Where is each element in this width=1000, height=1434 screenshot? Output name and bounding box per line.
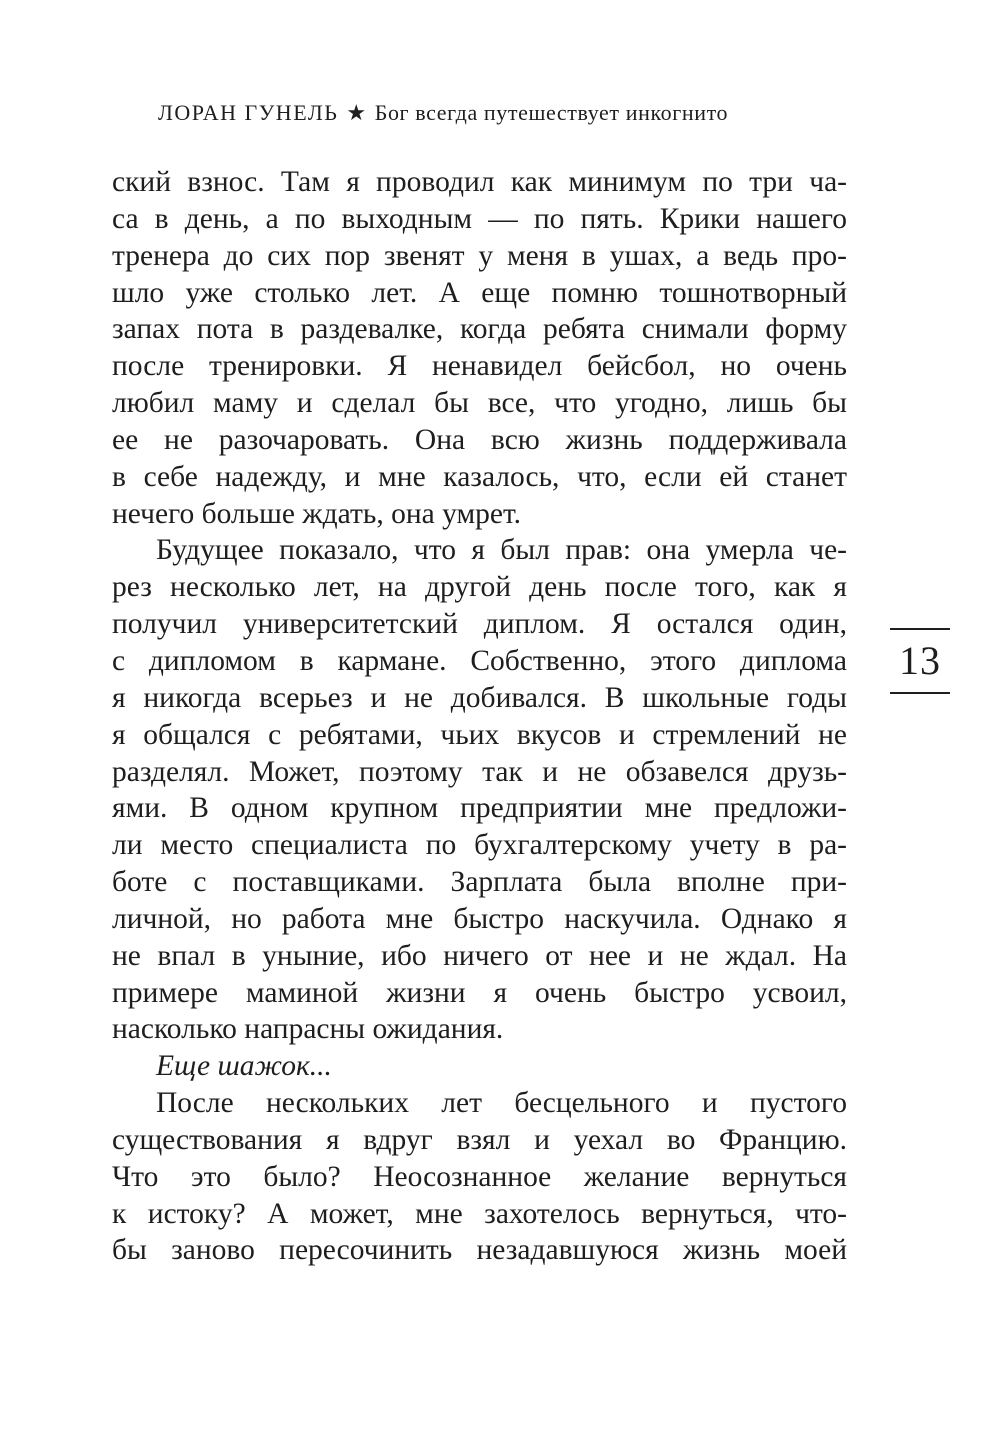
text-line: ями. В одном крупном предприятии мне предложи- <box>112 792 847 825</box>
text-line: ский взнос. Там я проводил как минимум по три ча- <box>112 166 847 198</box>
text-line: Что это было? Неосознанное желание вернуться <box>112 1160 847 1193</box>
page-number-marker <box>890 628 950 694</box>
text-line: разделял. Может, поэтому так и не обзавелся друзь- <box>112 755 847 788</box>
text-line: с дипломом в кармане. Собственно, этого диплома <box>112 644 847 677</box>
page-number: 13 <box>899 638 941 683</box>
text-line: тренера до сих пор звенят у меня в ушах, а ведь про- <box>112 239 847 272</box>
body-text <box>112 164 847 1269</box>
text-line: не впал в уныние, ибо ничего от нее и не ждал. На <box>112 939 847 972</box>
text-line: са в день, а по выходным — по пять. Крики нашего <box>112 202 847 235</box>
text-line: нечего больше ждать, она умрет. <box>112 497 522 530</box>
text-line: я никогда всерьез и не добивался. В школьные годы <box>112 681 847 714</box>
text-line: любил маму и сделал бы все, что угодно, лишь бы <box>112 387 847 420</box>
text-line: существования я вдруг взял и уехал во Францию. <box>112 1123 847 1156</box>
text-line: после тренировки. Я ненавидел бейсбол, но очень <box>112 350 847 383</box>
text-line: После нескольких лет бесцельного и пустого <box>156 1087 847 1120</box>
text-line: шло уже столько лет. А еще помню тошнотворный <box>112 276 847 309</box>
running-header <box>158 100 838 126</box>
text-line: ее не разочаровать. Она всю жизнь поддерживала <box>112 423 847 456</box>
star-separator-icon: ★ <box>346 100 367 125</box>
text-line: я общался с ребятами, чьих вкусов и стремлений не <box>112 718 847 751</box>
text-line: к истоку? А может, мне захотелось вернуться, что- <box>112 1197 847 1230</box>
text-line: рез несколько лет, на другой день после того, как я <box>112 571 847 604</box>
text-line: боте с поставщиками. Зарплата была вполне при- <box>112 866 847 899</box>
italic-aside: Еще шажок... <box>156 1050 332 1083</box>
text-line: насколько напрасны ожидания. <box>112 1013 504 1046</box>
book-title: Бог всегда путешествует инкогнито <box>374 100 729 125</box>
page-number-bottom-rule <box>890 692 950 694</box>
book-author: ЛОРАН ГУНЕЛЬ <box>158 100 339 125</box>
text-line: личной, но работа мне быстро наскучила. Однако я <box>112 902 847 935</box>
text-line: примере маминой жизни я очень быстро усвоил, <box>112 976 847 1009</box>
text-line: бы заново пересочинить незадавшуюся жизнь моей <box>112 1234 847 1267</box>
text-line: запах пота в раздевалке, когда ребята снимали форму <box>112 313 847 346</box>
text-line: Будущее показало, что я был прав: она умерла че- <box>156 534 847 567</box>
text-line: ли место специалиста по бухгалтерскому учету в ра- <box>112 829 847 862</box>
text-line: в себе надежду, и мне казалось, что, если ей станет <box>112 460 847 493</box>
text-line: получил университетский диплом. Я остался один, <box>112 608 847 641</box>
